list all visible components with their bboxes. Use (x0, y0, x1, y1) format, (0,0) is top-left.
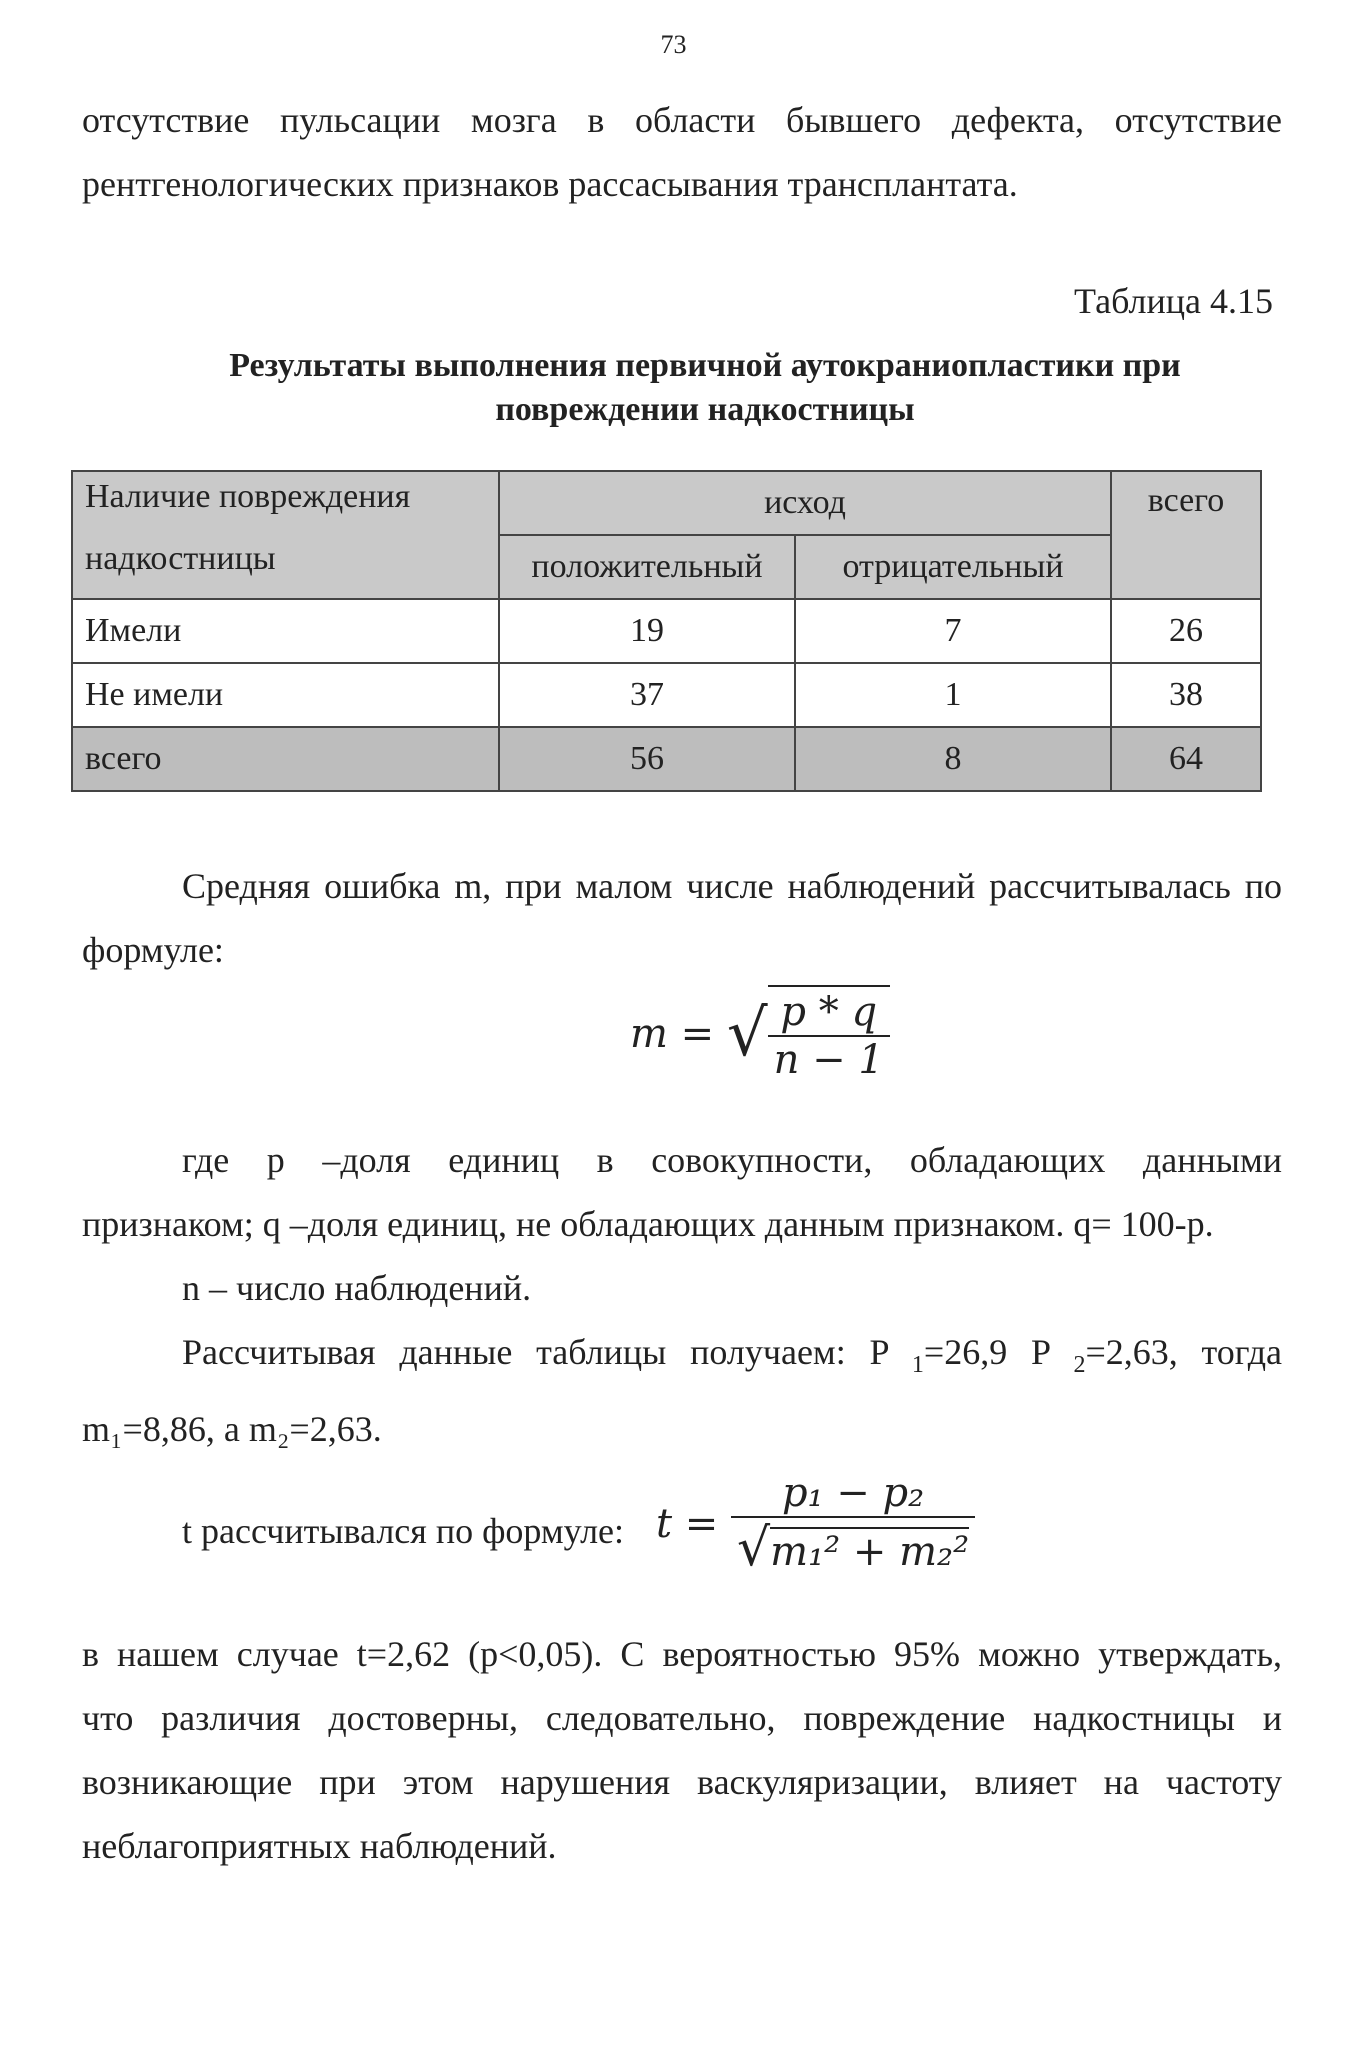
row-negative: 1 (795, 663, 1111, 727)
table-label: Таблица 4.15 (1074, 281, 1273, 321)
calc-text-2: =26,9 P (923, 1332, 1050, 1372)
where-line-1: где p –доля единиц в совокупности, обладающих данными (182, 1140, 1282, 1180)
row-negative: 7 (795, 599, 1111, 663)
calc-sub-2: 2 (1073, 1352, 1086, 1379)
table-title-line-1: Результаты выполнения первичной аутокраниопластики при (229, 347, 1181, 384)
header-left-cell (72, 471, 499, 599)
calc-text-1: Рассчитывая данные таблицы получаем: P (182, 1332, 889, 1372)
header-left-line-1: Наличие повреждения (85, 478, 411, 515)
formula-t-numerator: p₁ − p₂ (781, 1470, 925, 1516)
row-total: 38 (1111, 663, 1261, 727)
formula-t-denominator (731, 1516, 975, 1578)
row-label: всего (72, 727, 499, 791)
sqrt-sign: √ (737, 1518, 771, 1578)
t-formula-label: t рассчитывался по формуле: (182, 1511, 625, 1551)
formula-m (630, 985, 890, 1083)
conclusion-line-4: неблагоприятных наблюдений. (82, 1826, 557, 1866)
header-left-line-2: надкостницы (85, 540, 276, 577)
table-row-total (72, 727, 1261, 791)
conclusion-line-2: что различия достоверны, следовательно, повреждение надкостницы и (82, 1698, 1282, 1738)
formula-t-radicand: m₁² + m₂² (770, 1529, 970, 1575)
mean-error-line-2: формуле: (82, 930, 224, 970)
row-total: 26 (1111, 599, 1261, 663)
formula-m-fraction (768, 985, 890, 1083)
formula-m-denominator: n − 1 (768, 1035, 890, 1083)
intro-line-2: рентгенологических признаков рассасывания трансплантата. (82, 164, 1018, 204)
results-table (71, 470, 1262, 792)
row-label: Не имели (72, 663, 499, 727)
mean-error-line-1: Средняя ошибка m, при малом числе наблюдений рассчитывалась по (182, 866, 1282, 906)
table-title-line-2: повреждении надкостницы (495, 391, 915, 428)
header-group-cell: исход (499, 471, 1111, 535)
conclusion-line-3: возникающие при этом нарушения васкуляризации, влияет на частоту (82, 1762, 1282, 1802)
n-paragraph (82, 1256, 1282, 1320)
table-title (150, 344, 1260, 432)
where-line-2: признаком; q –доля единиц, не обладающих данным признаком. q= 100-p. (82, 1204, 1214, 1244)
row-positive: 56 (499, 727, 795, 791)
formula-m-lhs: m = (630, 1011, 715, 1057)
row-negative: 8 (795, 727, 1111, 791)
formula-m-numerator: p * q (780, 989, 878, 1035)
intro-line-1: отсутствие пульсации мозга в области бывшего дефекта, отсутствие (82, 100, 1282, 140)
mean-error-paragraph (82, 854, 1282, 982)
table-row (72, 663, 1261, 727)
formula-t-lhs: t = (656, 1501, 719, 1547)
calc-line-1 (82, 1320, 1282, 1397)
calc-sub-1: 1 (911, 1352, 924, 1379)
header-total-cell: всего (1111, 471, 1261, 599)
calc-text-3: =2,63, тогда (1085, 1332, 1283, 1372)
row-total: 64 (1111, 727, 1261, 791)
page-number: 73 (660, 30, 687, 59)
formula-t-fraction (731, 1470, 975, 1578)
subheader-positive: положительный (499, 535, 795, 599)
n-line: n – число наблюдений. (182, 1268, 532, 1308)
row-positive: 19 (499, 599, 795, 663)
subheader-negative: отрицательный (795, 535, 1111, 599)
where-paragraph (82, 1128, 1282, 1256)
conclusion-paragraph (82, 1622, 1282, 1878)
calc-line-2: m₁=8,86, а m₂=2,63. (82, 1409, 382, 1450)
intro-paragraph (82, 88, 1282, 216)
row-label: Имели (72, 599, 499, 663)
formula-t (656, 1470, 975, 1578)
conclusion-line-1: в нашем случае t=2,62 (p<0,05). С вероятностью 95% можно утверждать, (82, 1634, 1282, 1674)
table-row (72, 599, 1261, 663)
calc-paragraph (82, 1320, 1282, 1461)
row-positive: 37 (499, 663, 795, 727)
sqrt-sign: √ (726, 997, 768, 1071)
